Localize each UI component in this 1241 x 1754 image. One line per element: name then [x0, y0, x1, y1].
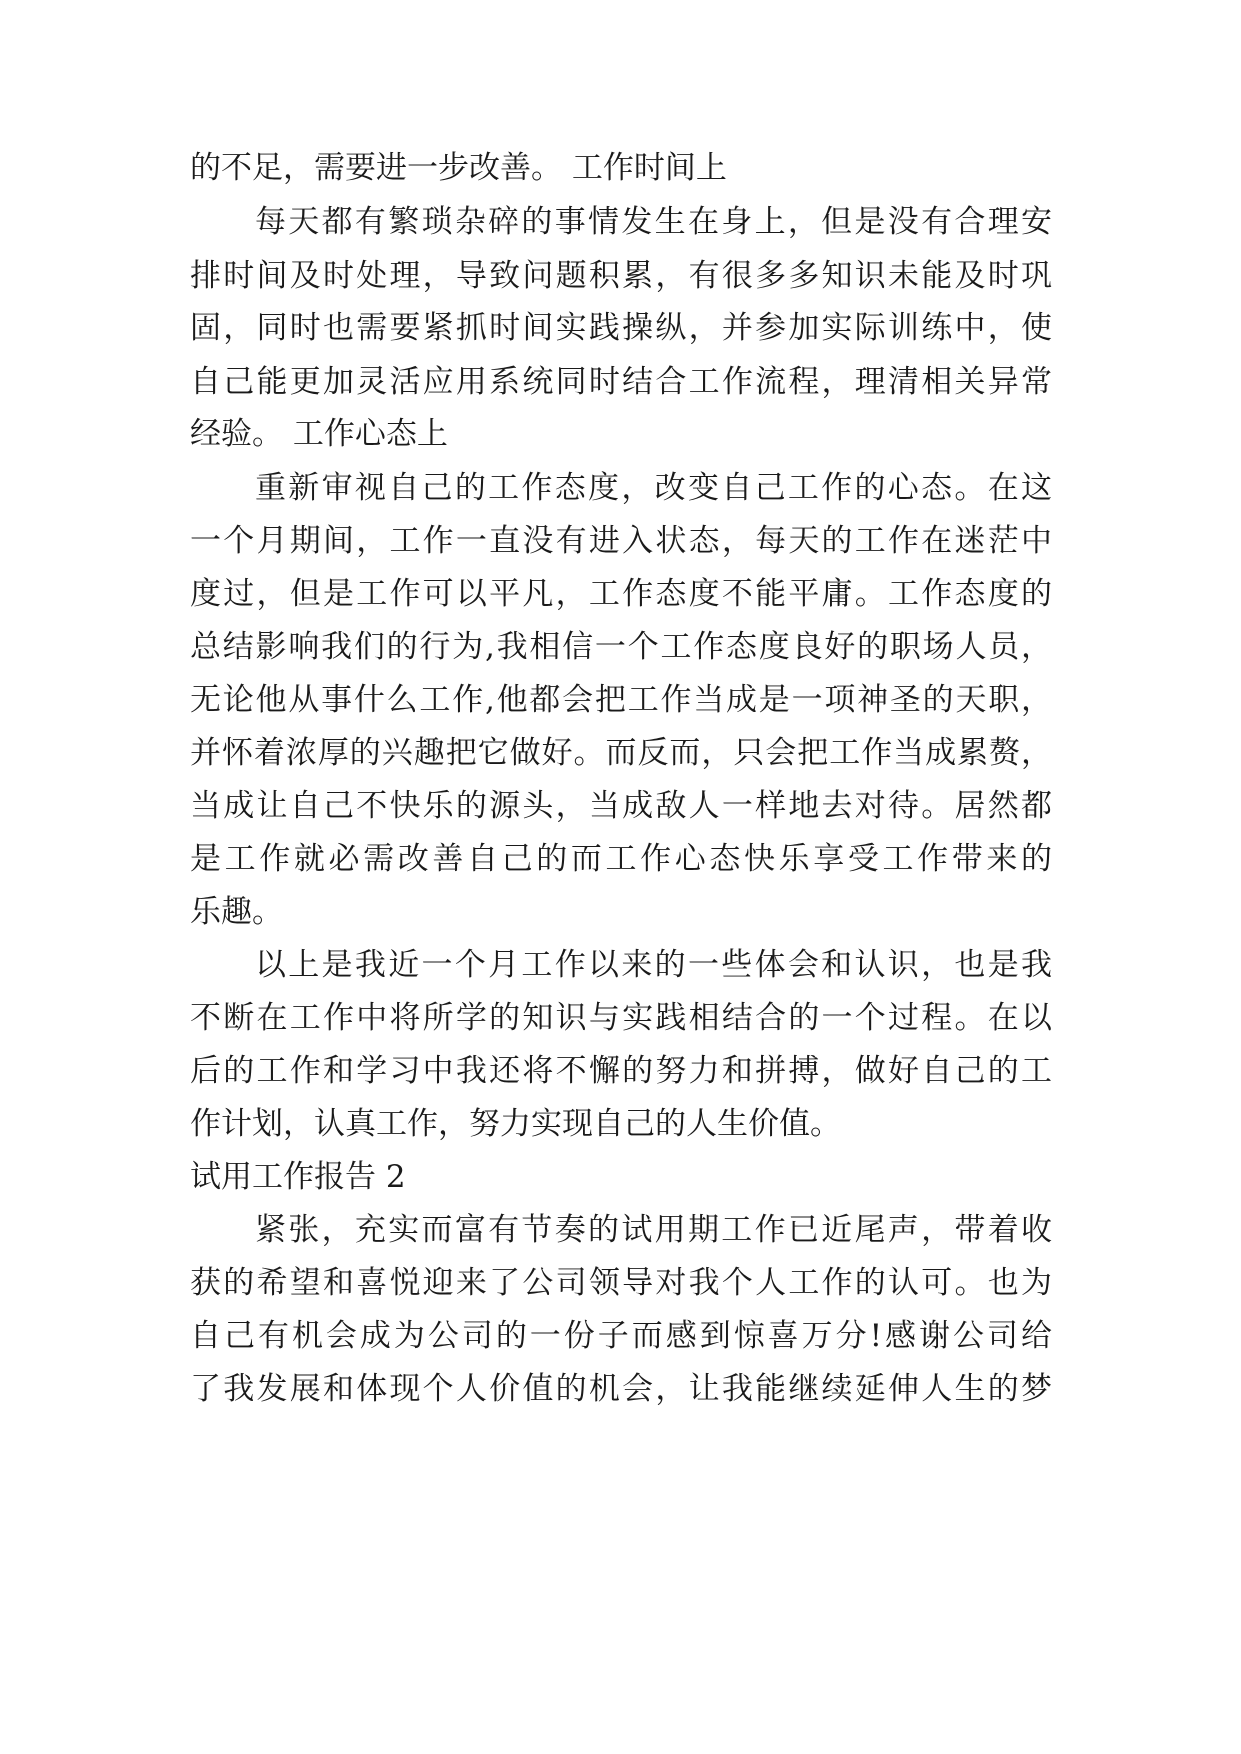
section-heading: 试用工作报告 2: [190, 1159, 406, 1195]
text-line: 乐趣。: [190, 894, 283, 930]
text-line: 度过，但是工作可以平凡，工作态度不能平庸。工作态度的: [190, 576, 1052, 612]
paragraph-first-line: 重新审视自己的工作态度，改变自己工作的心态。在这: [255, 470, 1052, 506]
text-line: 后的工作和学习中我还将不懈的努力和拼搏，做好自己的工: [190, 1053, 1052, 1089]
text-line: 作计划，认真工作，努力实现自己的人生价值。: [190, 1106, 841, 1142]
text-line: 自己能更加灵活应用系统同时结合工作流程，理清相关异常: [190, 364, 1052, 400]
paragraph-first-line: 紧张，充实而富有节奏的试用期工作已近尾声，带着收: [255, 1212, 1052, 1248]
text-line: 了我发展和体现个人价值的机会，让我能继续延伸人生的梦: [190, 1371, 1052, 1407]
text-line: 获的希望和喜悦迎来了公司领导对我个人工作的认可。也为: [190, 1265, 1052, 1301]
text-line: 总结影响我们的行为,我相信一个工作态度良好的职场人员，: [190, 629, 1052, 665]
text-line: 无论他从事什么工作,他都会把工作当成是一项神圣的天职，: [190, 682, 1052, 718]
paragraph-first-line: 每天都有繁琐杂碎的事情发生在身上，但是没有合理安: [255, 204, 1052, 240]
paragraph-first-line: 以上是我近一个月工作以来的一些体会和认识，也是我: [255, 947, 1052, 983]
text-line: 当成让自己不快乐的源头，当成敌人一样地去对待。居然都: [190, 788, 1052, 824]
text-line: 经验。 工作心态上: [190, 416, 448, 452]
text-line: 并怀着浓厚的兴趣把它做好。而反而，只会把工作当成累赘，: [190, 735, 1052, 771]
text-line: 一个月期间，工作一直没有进入状态，每天的工作在迷茫中: [190, 523, 1052, 559]
text-line: 排时间及时处理，导致问题积累，有很多多知识未能及时巩: [190, 258, 1052, 294]
text-line: 自己有机会成为公司的一份子而感到惊喜万分!感谢公司给: [190, 1318, 1052, 1354]
text-line: 是工作就必需改善自己的而工作心态快乐享受工作带来的: [190, 841, 1052, 877]
text-line: 固，同时也需要紧抓时间实践操纵，并参加实际训练中，使: [190, 310, 1052, 346]
text-line: 不断在工作中将所学的知识与实践相结合的一个过程。在以: [190, 1000, 1052, 1036]
text-line: 的不足，需要进一步改善。 工作时间上: [190, 150, 727, 186]
